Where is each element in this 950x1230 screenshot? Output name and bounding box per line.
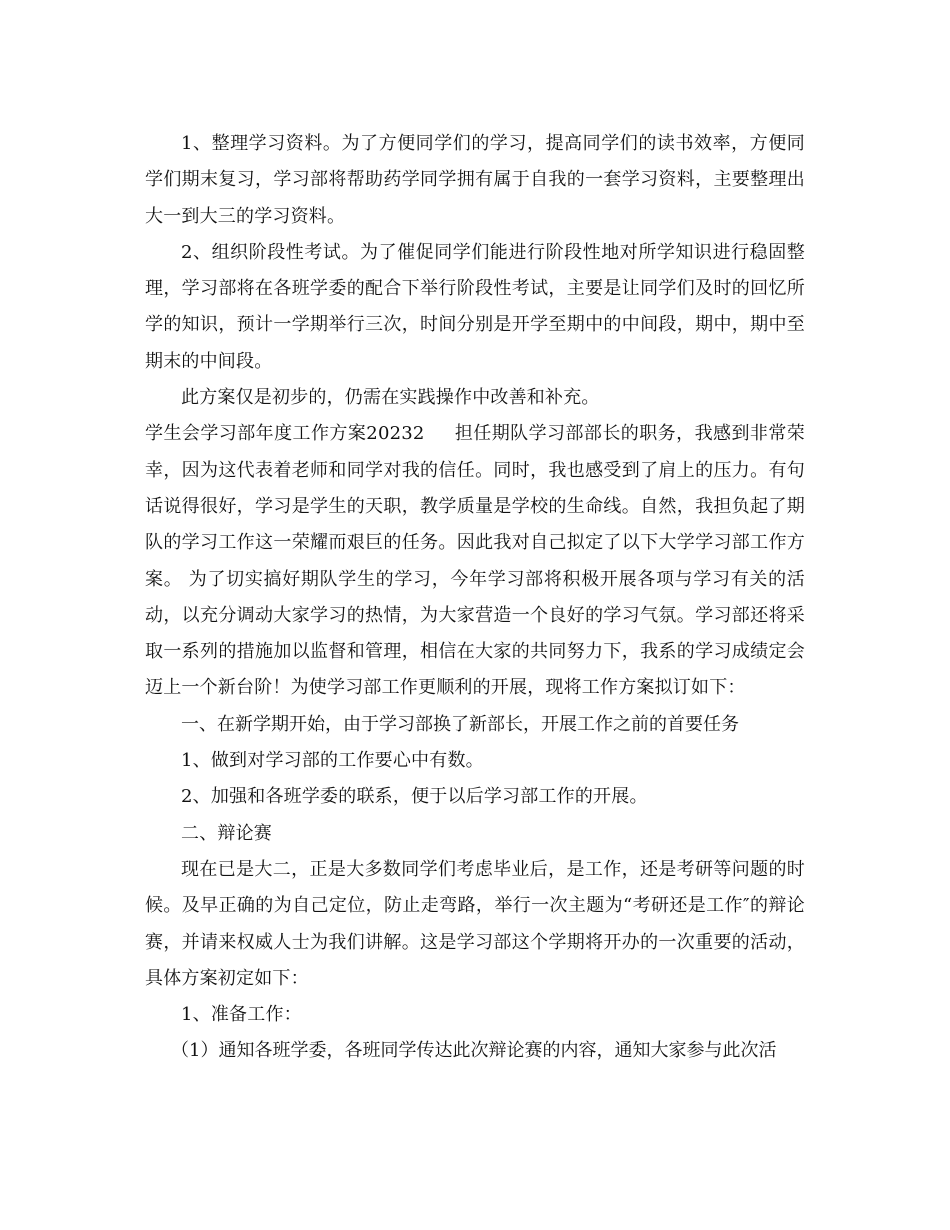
section-title: 学生会学习部年度工作方案20232 [145, 423, 425, 445]
paragraph-study-materials: 1、整理学习资料。为了方便同学们的学习，提高同学们的读书效率，方便同学们期末复习，学习部将帮助药学同学拥有属于自我的一套学习资料，主要整理出大一到大三的学习资料。 [145, 133, 805, 227]
intro-text: 担任期队学习部部长的职务，我感到非常荣幸，因为这代表着老师和同学对我的信任。同时，我也感受到了肩上的压力。有句话说得很好，学习是学生的天职，教学质量是学校的生命线。自然，我担负起了期队的学习工作这一荣耀而艰巨的任务。因此我对自己拟定了以下大学学习部工作方案。 为了切实搞好期队学生的学习，今年学习部将积极开展各项与学习有关的活动，以充分调动大家学习的热情，为大家营造一个良好的学习气氛。学习部还将采取一系列的措施加以监督和管理，相信在大家的共同努力下，我系的学习成绩定会迈上一个新台阶！为使学习部工作更顺利的开展，现将工作方案拟订如下： [145, 423, 805, 699]
paragraph-periodic-exams: 2、组织阶段性考试。为了催促同学们能进行阶段性地对所学知识进行稳固整理，学习部将在各班学委的配合下举行阶段性考试，主要是让同学们及时的回忆所学的知识，预计一学期举行三次，时间分别是开学至期中的中间段，期中，期中至期末的中间段。 [145, 241, 805, 372]
paragraph-plan-intro [145, 416, 805, 706]
paragraph-task-2: 2、加强和各班学委的联系，便于以后学习部工作的开展。 [181, 786, 648, 808]
heading-debate: 二、辩论赛 [181, 822, 272, 844]
paragraph-notify-classes: （1）通知各班学委，各班同学传达此次辩论赛的内容，通知大家参与此次活 [171, 1040, 777, 1062]
paragraph-task-1: 1、做到对学习部的工作要心中有数。 [181, 750, 484, 772]
paragraph-preliminary-note: 此方案仅是初步的，仍需在实践操作中改善和补充。 [181, 387, 600, 409]
heading-preparation: 1、准备工作： [181, 1004, 302, 1026]
paragraph-debate-description: 现在已是大二，正是大多数同学们考虑毕业后，是工作，还是考研等问题的时候。及早正确的为自己定位，防止走弯路，举行一次主题为“考研还是工作″的辩论赛，并请来权威人士为我们讲解。这是学习部这个学期将开办的一次重要的活动，具体方案初定如下： [145, 858, 805, 989]
document-body [145, 126, 805, 1070]
paragraph-first-task: 一、在新学期开始，由于学习部换了新部长，开展工作之前的首要任务 [181, 713, 739, 735]
